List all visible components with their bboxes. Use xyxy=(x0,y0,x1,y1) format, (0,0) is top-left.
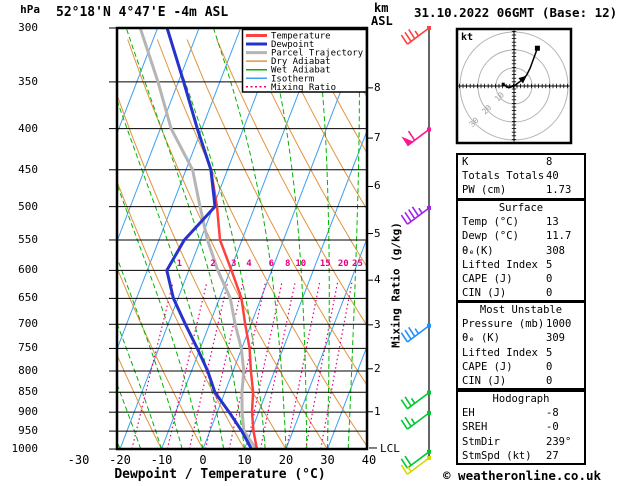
table-title: Surface xyxy=(498,202,544,214)
temperature-tick-label: 0 xyxy=(199,453,207,467)
pressure-tick-label: 750 xyxy=(18,341,38,355)
row-label: CIN (J) xyxy=(462,375,507,388)
row-value: 13 xyxy=(546,216,559,229)
legend-label: Wet Adiabat xyxy=(271,65,331,76)
lcl-label: LCL xyxy=(380,442,400,455)
temperature-tick-label: 20 xyxy=(278,453,294,467)
ring-label: 20 xyxy=(480,103,494,117)
temperature-tick-label: -10 xyxy=(150,453,173,467)
row-label: Lifted Index xyxy=(462,258,538,271)
row-value: 8 xyxy=(546,156,553,168)
svg-text:25: 25 xyxy=(352,259,363,269)
row-label: CAPE (J) xyxy=(462,273,513,286)
table-row xyxy=(458,286,584,300)
pressure-axis-unit: hPa xyxy=(20,3,40,16)
table-row xyxy=(458,244,584,258)
row-label: θₑ(K) xyxy=(462,244,494,257)
table-row xyxy=(458,155,584,169)
pressure-tick-label: 900 xyxy=(18,405,38,419)
svg-text:20: 20 xyxy=(337,259,349,269)
row-value: 5 xyxy=(546,346,553,359)
row-value: 0 xyxy=(546,375,553,388)
row-value: 0 xyxy=(546,360,553,373)
legend-label: Temperature xyxy=(271,31,331,42)
table-title: Hodograph xyxy=(492,393,550,405)
km-tick-label: 1 xyxy=(374,404,381,418)
svg-text:1: 1 xyxy=(176,259,183,269)
table-surface xyxy=(456,199,586,302)
row-value: 308 xyxy=(546,244,565,257)
legend-label: Dewpoint xyxy=(271,40,315,51)
row-label: CIN (J) xyxy=(462,287,507,300)
x-axis-title: Dewpoint / Temperature (°C) xyxy=(114,467,326,482)
row-value: 239° xyxy=(546,435,572,448)
table-row xyxy=(458,272,584,286)
row-label: θₑ (K) xyxy=(462,332,500,345)
table-row xyxy=(458,331,584,345)
pressure-tick-label: 950 xyxy=(18,424,38,438)
svg-text:3: 3 xyxy=(231,259,237,269)
table-row xyxy=(458,435,584,449)
temperature-tick-label: -30 xyxy=(67,453,90,467)
km-tick-label: 4 xyxy=(374,273,381,287)
svg-text:4: 4 xyxy=(246,259,252,269)
pressure-tick-label: 1000 xyxy=(11,442,38,456)
pressure-tick-label: 550 xyxy=(18,232,38,246)
temperature-tick-label: 40 xyxy=(361,453,377,467)
station-title: 52°18'N 4°47'E -4m ASL xyxy=(56,5,229,20)
pressure-tick-label: 800 xyxy=(18,363,38,377)
ring-label: 10 xyxy=(492,90,507,104)
asl-axis-label: ASL xyxy=(371,14,393,28)
table-row xyxy=(458,258,584,272)
pressure-tick-label: 650 xyxy=(18,291,38,305)
row-value: 40 xyxy=(546,170,559,183)
table-row xyxy=(458,406,584,420)
row-label: K xyxy=(462,156,469,168)
table-row xyxy=(458,169,584,183)
table-row xyxy=(458,420,584,434)
km-tick-label: 2 xyxy=(374,361,381,375)
legend-label: Parcel Trajectory xyxy=(271,48,364,59)
km-tick-label: 6 xyxy=(374,179,381,193)
km-tick-label: 5 xyxy=(374,226,381,240)
ring-label: 30 xyxy=(467,115,481,130)
copyright: © weatheronline.co.uk xyxy=(443,468,602,483)
hodograph-unit-label: kt xyxy=(461,32,474,43)
table-row xyxy=(458,374,584,388)
temperature-tick-label: 10 xyxy=(237,453,252,467)
pressure-tick-label: 450 xyxy=(18,162,38,176)
mixing-ratio-axis-label: Mixing Ratio (g/kg) xyxy=(389,222,403,348)
row-value: 5 xyxy=(546,258,553,271)
km-axis-label: km xyxy=(374,1,389,15)
row-label: CAPE (J) xyxy=(462,360,513,373)
pressure-tick-label: 400 xyxy=(18,121,38,135)
row-value: 0 xyxy=(546,273,553,286)
table-most-unstable xyxy=(456,301,586,390)
datetime-title: 31.10.2022 06GMT (Base: 12) xyxy=(414,5,618,20)
legend-label: Mixing Ratio xyxy=(271,82,337,93)
row-value: -0 xyxy=(546,421,559,434)
trace-end-marker xyxy=(535,46,540,51)
pressure-tick-label: 850 xyxy=(18,385,38,399)
svg-text:2: 2 xyxy=(210,259,216,269)
row-label: Pressure (mb) xyxy=(462,318,545,331)
legend-label: Dry Adiabat xyxy=(271,57,331,68)
table-row xyxy=(458,360,584,374)
pressure-tick-label: 700 xyxy=(18,317,38,331)
row-label: StmDir xyxy=(462,435,500,448)
row-value: 1.73 xyxy=(546,184,572,197)
table-row xyxy=(458,346,584,360)
row-label: Temp (°C) xyxy=(462,216,519,229)
pressure-tick-label: 300 xyxy=(18,21,38,34)
pressure-tick-label: 500 xyxy=(18,199,38,213)
table-row xyxy=(458,215,584,229)
row-value: 309 xyxy=(546,332,565,345)
km-tick-label: 3 xyxy=(374,317,381,331)
row-label: Totals Totals xyxy=(462,170,545,183)
temperature-tick-label: 30 xyxy=(320,453,335,467)
table-indices xyxy=(456,153,586,200)
legend-label: Isotherm xyxy=(271,74,315,85)
trace-start-marker xyxy=(502,83,505,86)
row-label: SREH xyxy=(462,421,488,434)
pressure-tick-label: 350 xyxy=(18,74,38,88)
row-label: Dewp (°C) xyxy=(462,230,519,243)
table-title: Most Unstable xyxy=(479,304,563,316)
table-row xyxy=(458,183,584,197)
row-value: -8 xyxy=(546,407,559,420)
pressure-tick-label: 600 xyxy=(18,263,38,277)
row-value: 27 xyxy=(546,449,559,462)
svg-text:8: 8 xyxy=(285,259,291,269)
row-label: StmSpd (kt) xyxy=(462,449,532,462)
km-tick-label: 7 xyxy=(374,131,381,145)
row-label: PW (cm) xyxy=(462,184,507,197)
svg-text:6: 6 xyxy=(268,259,275,269)
row-label: Lifted Index xyxy=(462,346,538,359)
km-tick-label: 8 xyxy=(374,80,381,94)
svg-text:10: 10 xyxy=(295,259,307,269)
row-value: 11.7 xyxy=(546,230,572,243)
row-value: 0 xyxy=(546,287,553,300)
table-hodograph xyxy=(456,390,586,465)
temperature-tick-label: -20 xyxy=(109,453,131,467)
row-label: EH xyxy=(462,407,475,420)
svg-text:15: 15 xyxy=(319,259,331,269)
table-row xyxy=(458,317,584,331)
table-row xyxy=(458,229,584,243)
row-value: 1000 xyxy=(546,318,572,331)
table-row xyxy=(458,449,584,463)
